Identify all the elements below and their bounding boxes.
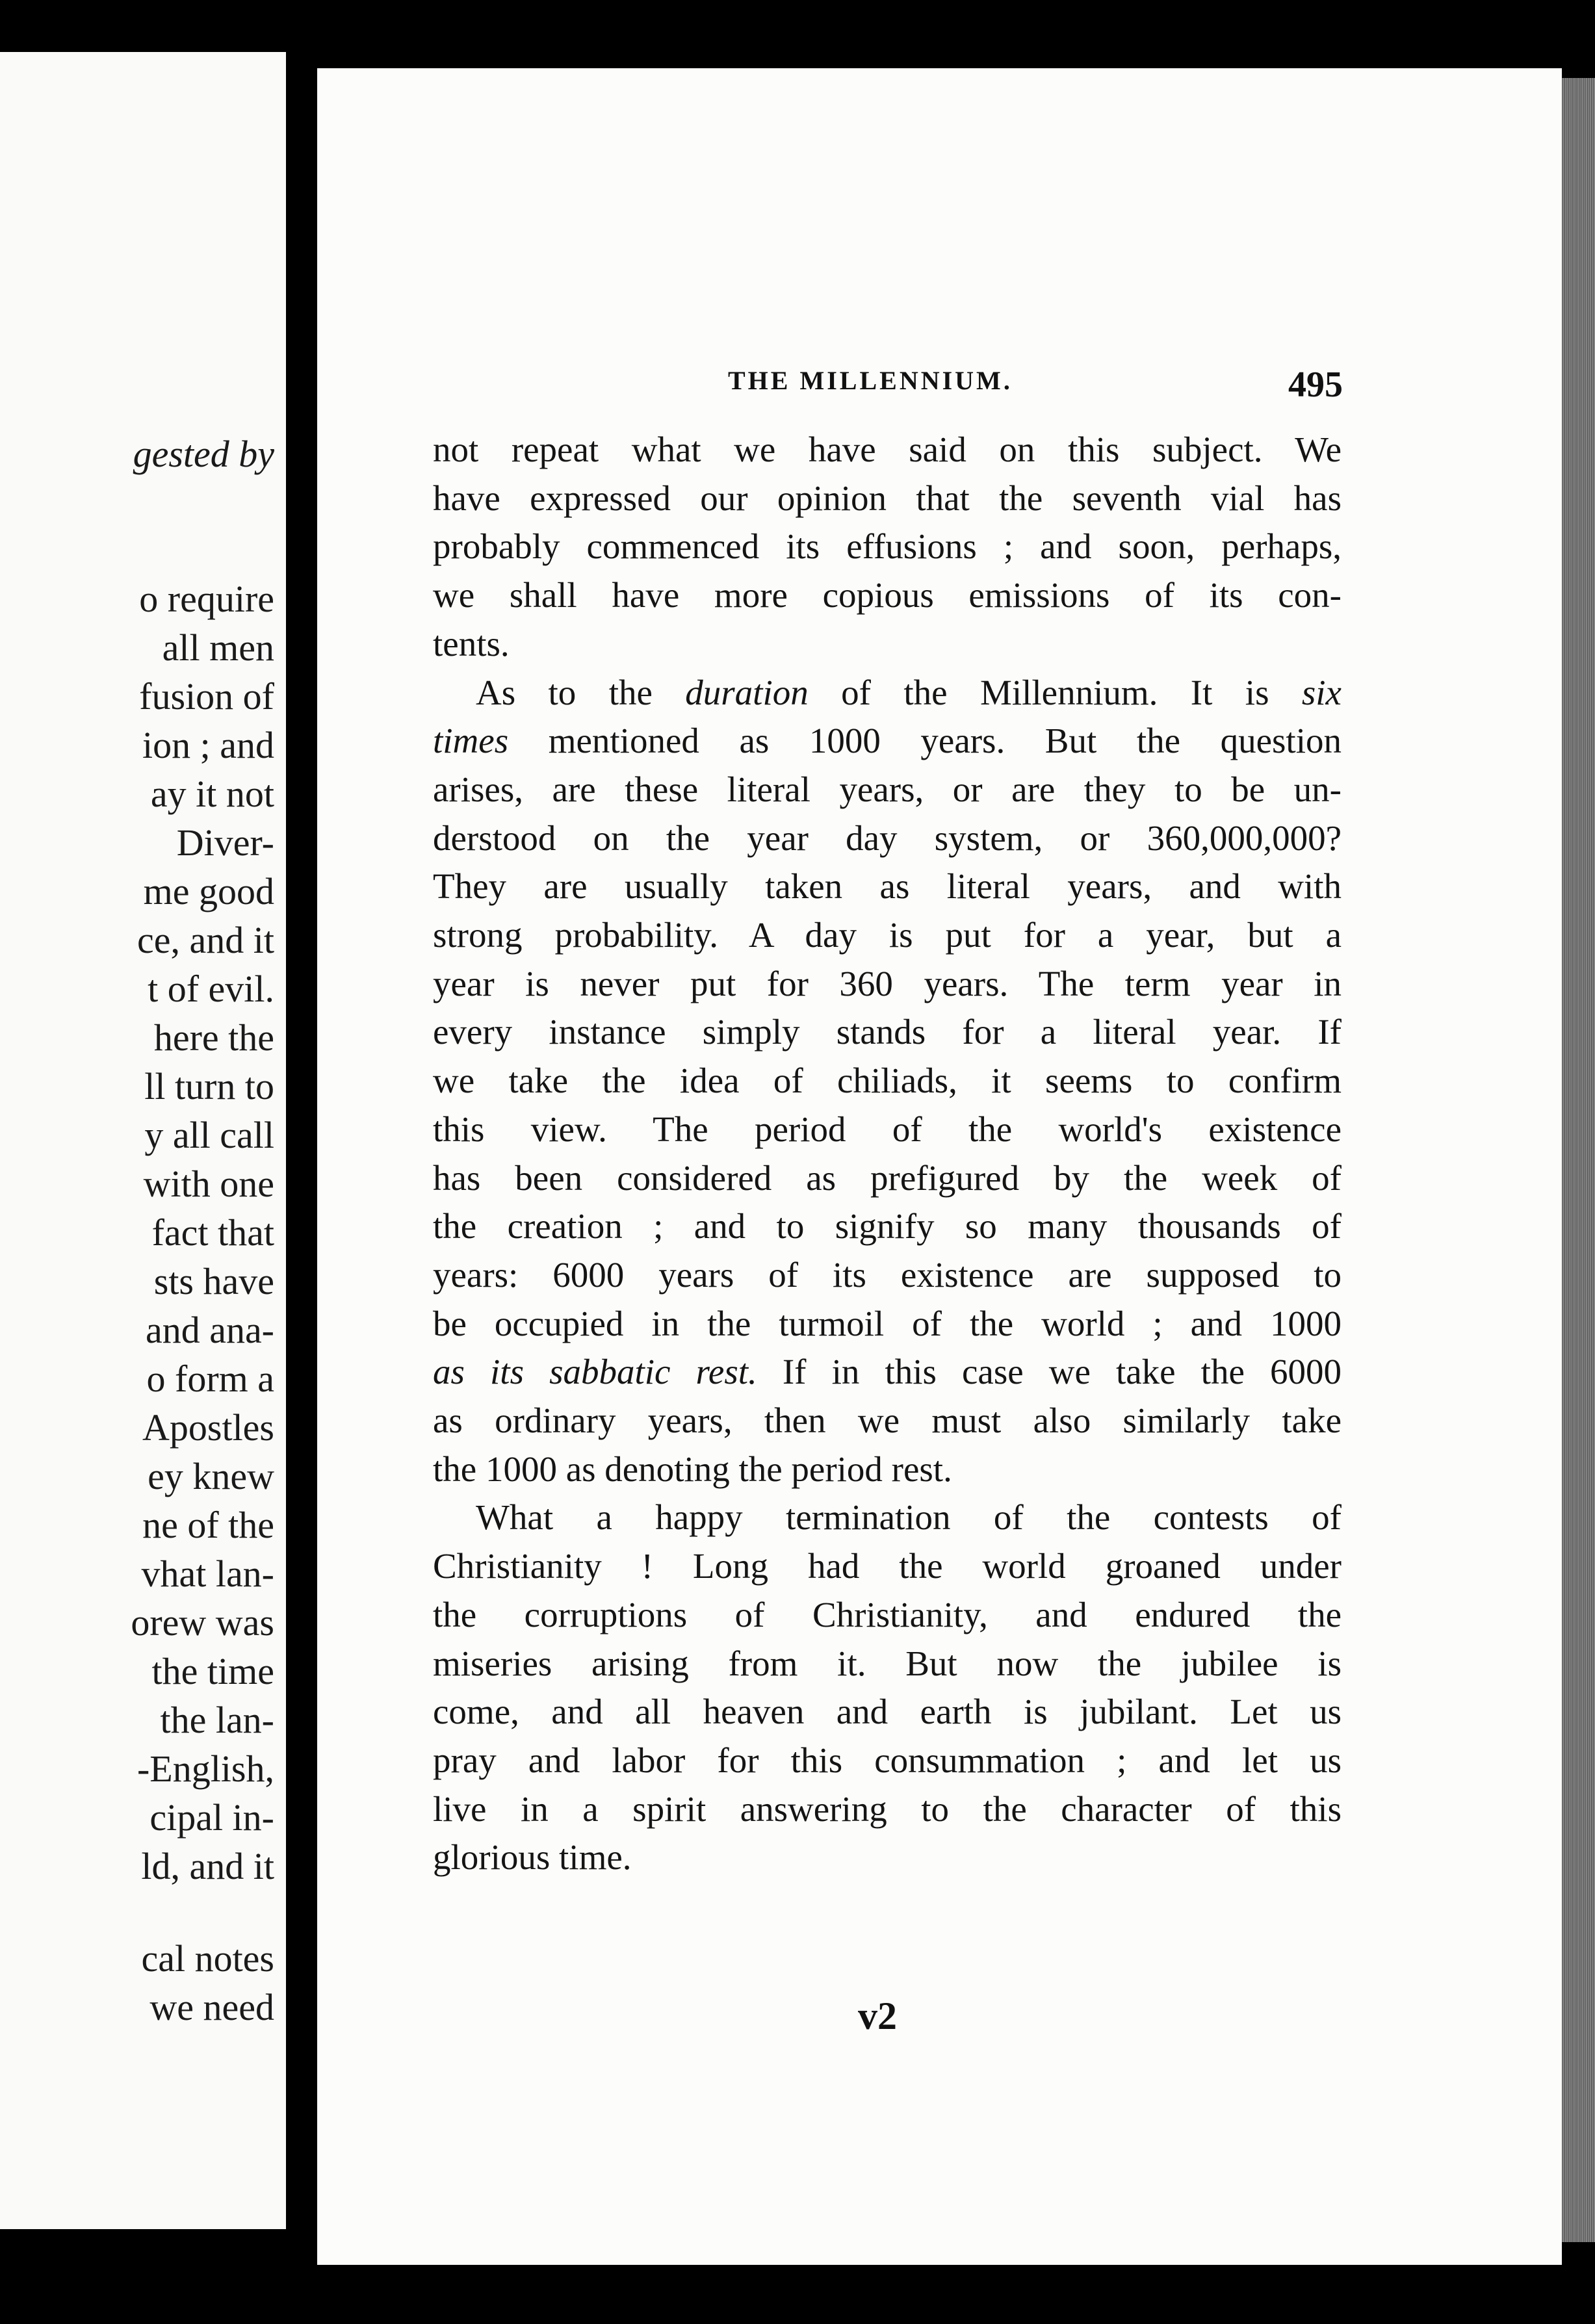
text-line: live in a spirit answering to the character of this xyxy=(433,1788,1342,1829)
left-page-line: ce, and it xyxy=(137,919,274,961)
left-page-line: ion ; and xyxy=(142,724,274,766)
text-line: strong probability. A day is put for a year, but a xyxy=(433,915,1342,955)
left-page-line: cal notes xyxy=(141,1937,274,1980)
text-line: not repeat what we have said on this subject. We xyxy=(433,430,1342,469)
emphasis: times xyxy=(433,721,509,761)
left-page-line: fusion of xyxy=(139,675,274,717)
text-line: we shall have more copious emissions of its con- xyxy=(433,575,1342,615)
left-page-line: ay it not xyxy=(150,773,274,815)
text-line: Christianity ! Long had the world groaned under xyxy=(433,1546,1342,1586)
text-line: miseries arising from it. But now the jubilee is xyxy=(433,1643,1342,1683)
left-page-line: and ana- xyxy=(145,1309,274,1351)
text-line: this view. The period of the world's existence xyxy=(433,1109,1342,1149)
text-line: pray and labor for this consummation ; and let us xyxy=(433,1740,1342,1780)
text-line: as ordinary years, then we must also similarly take xyxy=(433,1401,1342,1441)
emphasis: as its sabbatic rest. xyxy=(433,1352,757,1392)
page-number: 495 xyxy=(1288,365,1343,405)
left-page-line: o form a xyxy=(146,1358,274,1400)
text-line: has been considered as prefigured by the week of xyxy=(433,1157,1342,1198)
text-line: come, and all heaven and earth is jubilant. Let us xyxy=(433,1692,1342,1732)
left-page-line: the lan- xyxy=(160,1699,274,1741)
text-line: have expressed our opinion that the seventh vial has xyxy=(433,478,1342,518)
left-page-line: the time xyxy=(151,1650,274,1692)
left-page-line: me good xyxy=(143,870,274,912)
text-line xyxy=(433,669,1342,717)
left-page-line: sts have xyxy=(153,1260,274,1302)
left-page-line: ne of the xyxy=(142,1504,274,1546)
text-line: derstood on the year day system, or 360,000,000? xyxy=(433,818,1342,858)
left-page-line: cipal in- xyxy=(149,1796,274,1839)
left-page-line: vhat lan- xyxy=(141,1553,274,1595)
left-page-line: ld, and it xyxy=(141,1845,274,1887)
body-text xyxy=(433,426,1342,1882)
text-line: probably commenced its effusions ; and soon, perhaps, xyxy=(433,526,1342,567)
left-page-line: here the xyxy=(153,1016,274,1059)
text-line: tents. xyxy=(433,623,510,664)
text-line: be occupied in the turmoil of the world ; and 1000 xyxy=(433,1303,1342,1343)
left-page-line: -English, xyxy=(136,1748,274,1790)
signature-mark: v2 xyxy=(858,1995,897,2037)
left-page-line: all men xyxy=(162,626,274,669)
left-page-line: with one xyxy=(143,1163,274,1205)
text-span: As to the xyxy=(476,672,686,712)
left-page-line: orew was xyxy=(131,1601,274,1644)
text-line: we take the idea of chiliads, it seems to confirm xyxy=(433,1061,1342,1101)
text-line: glorious time. xyxy=(433,1837,632,1878)
text-span: If in this case we take the 6000 xyxy=(757,1352,1342,1392)
text-line: the corruptions of Christianity, and endured the xyxy=(433,1594,1342,1634)
text-line: year is never put for 360 years. The term year in xyxy=(433,963,1342,1003)
left-page-line: o require xyxy=(139,578,274,620)
left-page-line: fact that xyxy=(151,1211,274,1254)
emphasis: six xyxy=(1301,672,1342,712)
text-span: mentioned as 1000 years. But the question xyxy=(508,721,1342,761)
left-page-line: ey knew xyxy=(148,1455,274,1497)
left-page-line: Apostles xyxy=(142,1406,274,1449)
text-line: They are usually taken as literal years, and with xyxy=(433,866,1342,907)
left-page-fragment xyxy=(0,52,286,2229)
left-page-line: y all call xyxy=(144,1114,274,1156)
left-page-line: we need xyxy=(149,1986,274,2028)
text-line: the 1000 as denoting the period rest. xyxy=(433,1449,952,1489)
left-page-line: gested by xyxy=(133,433,274,475)
text-line xyxy=(433,1348,1342,1397)
text-line xyxy=(433,717,1342,766)
text-line: What a happy termination of the contests of xyxy=(476,1497,1342,1538)
left-page-line: Diver- xyxy=(176,821,274,864)
text-line: years: 6000 years of its existence are supposed to xyxy=(433,1254,1342,1295)
left-page-line: ll turn to xyxy=(144,1065,274,1107)
running-header: THE MILLENNIUM. xyxy=(728,366,1013,395)
text-span: of the Millennium. It is xyxy=(808,672,1302,712)
text-line: the creation ; and to signify so many thousands of xyxy=(433,1206,1342,1246)
emphasis: duration xyxy=(685,672,809,712)
left-page-line: t of evil. xyxy=(148,968,274,1010)
text-line: arises, are these literal years, or are they to be un- xyxy=(433,769,1342,809)
text-line: every instance simply stands for a literal year. If xyxy=(433,1012,1342,1052)
page-edge xyxy=(1562,78,1595,2242)
